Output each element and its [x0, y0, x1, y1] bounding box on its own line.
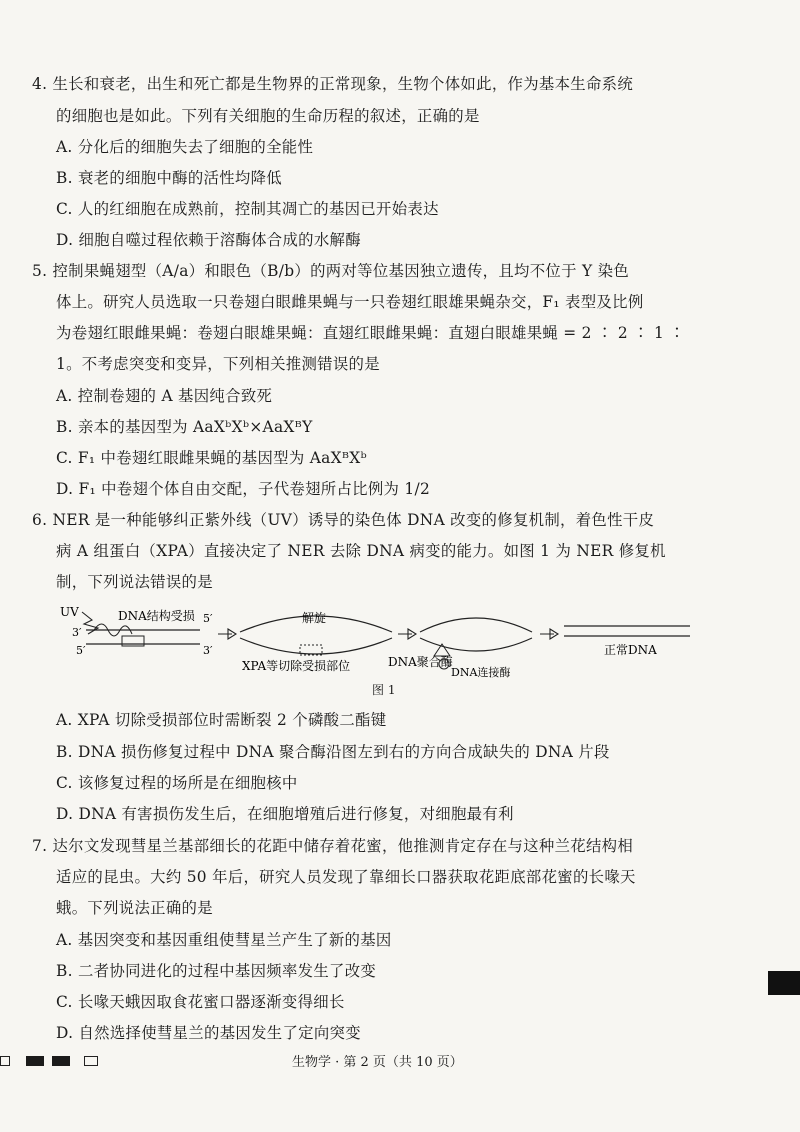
- q7-option-b: B. 二者协同进化的过程中基因频率发生了改变: [56, 962, 377, 980]
- q5-stem-line4: 1。不考虑突变和变异，下列相关推测错误的是: [56, 355, 380, 373]
- fig-bubble-bottom: [240, 638, 392, 654]
- fig-stage3-bottom: [420, 638, 532, 651]
- q6-stem-line3: 制，下列说法错误的是: [56, 573, 213, 591]
- fig-label-5prime-top: 5′: [203, 612, 213, 625]
- footer-mark-hollow-2: [84, 1056, 98, 1066]
- q4-stem-line2: 的细胞也是如此。下列有关细胞的生命历程的叙述，正确的是: [56, 107, 480, 125]
- q7-stem-line3: 蛾。下列说法正确的是: [56, 899, 213, 917]
- fig-stage3-top: [420, 618, 532, 632]
- q5-option-b: B. 亲本的基因型为 AaXᵇXᵇ×AaXᴮY: [56, 418, 313, 436]
- q4-option-b: B. 衰老的细胞中酶的活性均降低: [56, 169, 282, 187]
- q7-option-c: C. 长喙天蛾因取食花蜜口器逐渐变得细长: [56, 993, 345, 1011]
- footer-mark-solid-1: [26, 1056, 44, 1066]
- q4-stem-line1: 4. 生长和衰老，出生和死亡都是生物界的正常现象，生物个体如此，作为基本生命系统: [32, 75, 634, 93]
- q4-option-d: D. 细胞自噬过程依赖于溶酶体合成的水解酶: [56, 231, 361, 249]
- q7-option-a: A. 基因突变和基因重组使彗星兰产生了新的基因: [56, 931, 392, 949]
- uv-zigzag-icon: [82, 612, 98, 634]
- q5-option-c: C. F₁ 中卷翅红眼雌果蝇的基因型为 AaXᴮXᵇ: [56, 449, 368, 467]
- fig-label-unwind: 解旋: [302, 611, 327, 625]
- fig-arrow-2-icon: [398, 629, 416, 639]
- fig-label-polymerase: DNA聚合酶: [388, 655, 453, 669]
- q7-option-d: D. 自然选择使彗星兰的基因发生了定向突变: [56, 1024, 361, 1042]
- side-tab-marker: [768, 971, 800, 995]
- fig-label-ligase: DNA连接酶: [451, 666, 511, 679]
- fig-label-damage: DNA结构受损: [118, 609, 195, 623]
- q5-stem-line2: 体上。研究人员选取一只卷翅白眼雌果蝇与一只卷翅红眼雄果蝇杂交，F₁ 表型及比例: [56, 293, 644, 311]
- q7-stem-line2: 适应的昆虫。大约 50 年后，研究人员发现了靠细长口器获取花距底部花蜜的长喙天: [56, 868, 636, 886]
- figure-caption: 图 1: [372, 683, 396, 697]
- q5-stem-line1: 5. 控制果蝇翅型（A/a）和眼色（B/b）的两对等位基因独立遗传，且均不位于 Y 染色: [32, 262, 630, 280]
- footer-page-number: 生物学 · 第 2 页（共 10 页）: [292, 1055, 463, 1070]
- fig-arrow-1-icon: [218, 629, 236, 639]
- q6-option-b: B. DNA 损伤修复过程中 DNA 聚合酶沿图左到右的方向合成缺失的 DNA 片段: [56, 743, 610, 761]
- q7-stem-line1: 7. 达尔文发现彗星兰基部细长的花距中储存着花蜜，他推测肯定存在与这种兰花结构相: [32, 837, 634, 855]
- fig-label-3prime-left: 3′: [72, 626, 82, 639]
- q6-option-a: A. XPA 切除受损部位时需断裂 2 个磷酸二酯键: [56, 711, 387, 729]
- q4-option-a: A. 分化后的细胞失去了细胞的全能性: [56, 138, 314, 156]
- q5-option-a: A. 控制卷翅的 A 基因纯合致死: [56, 387, 273, 405]
- q6-option-d: D. DNA 有害损伤发生后，在细胞增殖后进行修复，对细胞最有利: [56, 805, 514, 823]
- fig-label-normal: 正常DNA: [604, 643, 657, 657]
- footer-mark-solid-2: [52, 1056, 70, 1066]
- q5-stem-line3: 为卷翅红眼雌果蝇：卷翅白眼雄果蝇：直翅红眼雌果蝇：直翅白眼雄果蝇 = 2 ∶ 2 ∶ 1 ∶: [56, 324, 685, 342]
- footer-mark-hollow-1: [0, 1056, 10, 1066]
- q6-stem-line2: 病 A 组蛋白（XPA）直接决定了 NER 去除 DNA 病变的能力。如图 1 为 NER 修复机: [56, 542, 666, 560]
- fig-label-uv: UV: [60, 605, 79, 619]
- fig-label-3prime-bottom: 3′: [203, 644, 213, 657]
- q6-stem-line1: 6. NER 是一种能够纠正紫外线（UV）诱导的染色体 DNA 改变的修复机制，着色性干皮: [32, 511, 655, 529]
- q4-option-c: C. 人的红细胞在成熟前，控制其凋亡的基因已开始表达: [56, 200, 439, 218]
- q6-option-c: C. 该修复过程的场所是在细胞核中: [56, 774, 298, 792]
- fig-label-5prime-left: 5′: [76, 644, 86, 657]
- q5-option-d: D. F₁ 中卷翅个体自由交配，子代卷翅所占比例为 1/2: [56, 480, 431, 498]
- fig-arrow-3-icon: [540, 629, 558, 639]
- fig-label-xpa: XPA等切除受损部位: [242, 659, 351, 673]
